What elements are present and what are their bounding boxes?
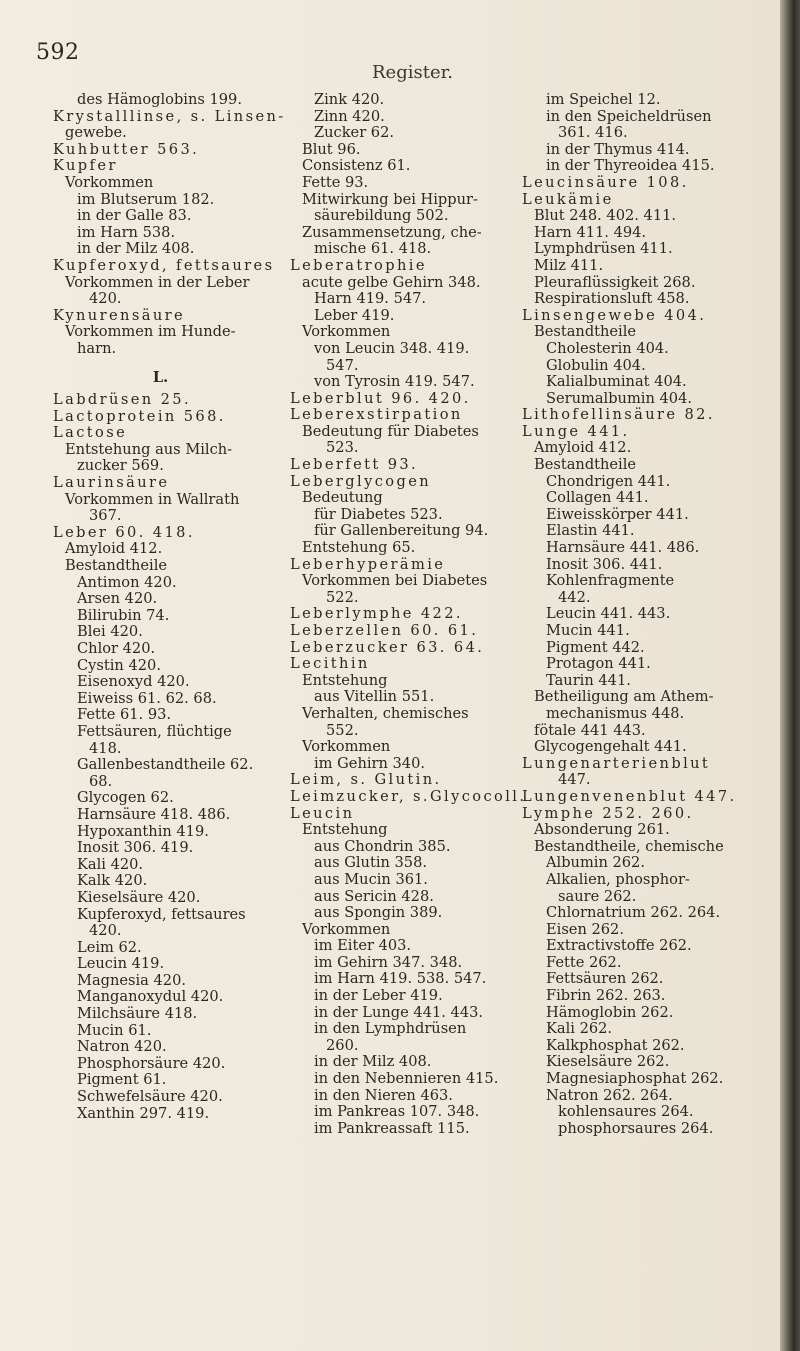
index-entry: saure 262. [558,887,637,905]
index-entry: Leucinsäure 108. [522,173,689,191]
index-entry: Leberzellen 60. 61. [290,622,479,639]
index-entry: aus Vitellin 551. [314,688,435,706]
index-entry: säurebildung 502. [314,207,449,225]
index-entry: Magnesia 420. [77,971,187,989]
index-entry: Extractivstoffe 262. [546,937,692,955]
index-entry: Kupfer [53,157,118,175]
index-entry: in den Nieren 463. [314,1086,453,1104]
index-entry: in der Thymus 414. [546,140,690,158]
index-entry: Blut 96. [302,140,361,158]
index-entry: 447. [558,771,591,789]
index-entry: Verhalten, chemisches [302,704,469,722]
index-entry: Amyloid 412. [65,540,163,558]
index-entry: Lactose [53,424,128,442]
index-entry: Blut 248. 402. 411. [534,207,677,225]
index-entry: Cholesterin 404. [546,339,669,357]
index-entry: Pigment 61. [77,1071,167,1089]
index-entry: in der Thyreoidea 415. [546,157,715,175]
index-entry: Lymphdrüsen 411. [534,240,673,258]
index-entry: Protagon 441. [546,655,651,673]
index-entry: Leberlymphe 422. [290,605,463,623]
index-entry: Consistenz 61. [302,157,411,175]
index-entry: Blei 420. [77,623,143,641]
index-entry: Chlor 420. [77,640,156,657]
index-column-3 [522,92,772,1137]
index-entry: Harnsäure 441. 486. [546,539,700,557]
index-entry: für Diabetes 523. [314,505,443,523]
index-entry: Leucin 441. 443. [546,605,671,623]
index-entry: phosphorsaures 264. [558,1119,714,1137]
index-entry: aus Spongin 389. [314,904,443,922]
index-entry: Harn 411. 494. [534,223,647,241]
index-entry: Mucin 61. [77,1021,152,1039]
index-entry: Globulin 404. [546,356,646,374]
index-entry: Chlornatrium 262. 264. [546,904,721,922]
index-entry: fötale 441 443. [534,721,646,739]
index-entry: Amyloid 412. [534,439,632,457]
index-entry: aus Glutin 358. [314,854,428,872]
index-entry: Kalk 420. [77,872,148,890]
index-entry: Kali 262. [546,1020,613,1038]
index-entry: Kuhbutter 563. [53,140,200,158]
index-entry: Zinn 420. [314,107,385,125]
index-entry: Kalialbuminat 404. [546,373,687,391]
index-entry: in der Leber 419. [314,987,443,1005]
index-entry: Lithofellinsäure 82. [522,406,715,424]
index-entry: Bestandtheile, chemische [534,837,724,855]
index-entry: Fette 262. [546,953,622,971]
index-entry: Lungenvenenblut 447. [522,787,737,805]
index-entry: Vorkommen [302,920,391,938]
index-entry: Bedeutung [302,489,383,507]
index-entry: Vorkommen [65,173,154,191]
index-entry: 420. [89,922,122,940]
index-entry: Glycogengehalt 441. [534,738,687,756]
index-entry: Bestandtheile [534,323,637,341]
index-entry: Zusammensetzung, che- [302,223,482,241]
index-entry: Natron 420. [77,1038,167,1056]
running-title: Register. [372,62,453,83]
index-entry: für Gallenbereitung 94. [314,522,489,540]
index-entry: Leim 62. [77,938,142,956]
index-entry: Milchsäure 418. [77,1005,198,1023]
index-entry: Taurin 441. [546,671,631,689]
index-entry: Vorkommen in Wallrath [65,490,240,508]
index-entry: Fibrin 262. 263. [546,987,666,1005]
index-entry: Vorkommen [302,323,391,341]
index-entry: im Pankreas 107. 348. [314,1103,480,1121]
index-entry: 522. [326,588,359,606]
index-entry: Phosphorsäure 420. [77,1054,226,1072]
index-entry: Leucin [290,804,355,822]
index-entry: Xanthin 297. 419. [77,1104,210,1122]
index-entry: Leberzucker 63. 64. [290,638,485,656]
index-entry: zucker 569. [77,457,164,475]
index-entry: des Hämoglobins 199. [77,91,242,108]
index-entry: Leber 60. 418. [53,523,195,541]
index-entry: Entstehung 65. [302,539,416,557]
index-entry: Absonderung 261. [534,821,670,839]
index-entry: Entstehung [302,821,388,839]
index-entry: Laurinsäure [53,474,170,492]
index-entry: Vorkommen bei Diabetes [302,572,488,590]
index-column-2 [290,91,527,1137]
index-entry: Schwefelsäure 420. [77,1088,223,1106]
index-entry: Fette 93. [302,173,369,191]
index-entry: von Leucin 348. 419. [314,339,470,357]
book-binding-edge [780,0,800,1351]
index-entry: in den Speicheldrüsen [546,107,712,125]
index-entry: 260. [326,1036,359,1054]
index-entry: 361. 416. [558,124,628,142]
section-letter: L. [152,368,169,386]
index-entry: Lungenarterienblut [522,754,711,772]
index-entry: Collagen 441. [546,489,649,507]
index-entry: von Tyrosin 419. 547. [314,373,475,391]
index-entry: in der Lunge 441. 443. [314,1003,484,1021]
index-entry: Entstehung [302,671,388,689]
index-entry: Hypoxanthin 419. [77,822,209,840]
index-entry: Lymphe 252. 260. [522,804,694,822]
index-entry: Leberglycogen [290,472,432,490]
index-entry: 68. [89,772,113,790]
index-entry: Eiweisskörper 441. [546,505,689,523]
index-entry: 523. [326,439,359,457]
index-entry: Kynurensäure [53,306,186,324]
index-entry: Serumalbumin 404. [546,389,692,407]
index-entry: Inosit 306. 419. [77,839,194,857]
index-entry: Leberblut 96. 420. [290,389,471,407]
index-entry: Arsen 420. [77,590,158,608]
index-entry: Leim, s. Glutin. [290,771,442,789]
index-entry: Lactoprotein 568. [53,407,226,425]
index-entry: Elastin 441. [546,522,635,540]
index-entry: Bedeutung für Diabetes [302,422,479,440]
index-entry: Lecithin [290,655,370,673]
index-entry: Manganoxydul 420. [77,988,224,1006]
index-entry: Krystalllinse, s. Linsen- [53,107,286,125]
index-entry: in den Lymphdrüsen [314,1020,467,1038]
index-column-1 [53,91,286,1122]
index-entry: im Blutserum 182. [77,190,215,208]
index-entry: Leberhyperämie [290,555,446,573]
index-entry: Bestandtheile [65,557,168,575]
index-entry: Lunge 441. [522,422,630,440]
index-entry: Pigment 442. [546,638,645,656]
index-entry: in den Nebennieren 415. [314,1070,499,1088]
index-entry: Harnsäure 418. 486. [77,805,231,823]
index-entry: in der Galle 83. [77,207,192,225]
index-entry: Gallenbestandtheile 62. [77,756,254,774]
index-entry: im Harn 538. [77,223,176,241]
index-entry: im Eiter 403. [314,937,412,955]
index-entry: Kupferoxyd, fettsaures [53,256,275,274]
index-entry: in der Milz 408. [314,1053,432,1071]
index-entry: acute gelbe Gehirn 348. [302,273,481,291]
index-entry: 420. [89,290,122,308]
index-entry: Kupferoxyd, fettsaures [77,905,246,923]
index-entry: aus Sericin 428. [314,887,434,905]
index-entry: Chondrigen 441. [546,472,671,490]
index-entry: Betheiligung am Athem- [534,688,714,706]
index-entry: Zucker 62. [314,124,395,142]
index-entry: Natron 262. 264. [546,1086,673,1104]
index-entry: Respirationsluft 458. [534,290,690,308]
index-entry: Leucin 419. [77,955,165,973]
index-entry: 552. [326,721,359,739]
index-entry: Fettsäuren 262. [546,970,664,988]
index-entry: Magnesiaphosphat 262. [546,1070,724,1088]
index-entry: Eisen 262. [546,920,624,938]
index-entry: harn. [77,339,117,357]
index-entry: Leimzucker, s.Glycocoll. [290,787,527,805]
index-entry: Leberatrophie [290,256,427,274]
index-entry: mische 61. 418. [314,240,432,258]
index-entry: in der Milz 408. [77,240,195,258]
index-entry: Fette 61. 93. [77,706,172,724]
index-entry: kohlensaures 264. [558,1103,694,1121]
index-entry: Alkalien, phosphor- [546,870,690,888]
index-entry: Leukämie [522,190,614,208]
index-entry: Albumin 262. [546,854,645,872]
index-entry: Bestandtheile [534,456,637,474]
index-entry: Milz 411. [534,256,604,274]
index-entry: Vorkommen im Hunde- [65,323,236,341]
index-entry: Harn 419. 547. [314,290,427,308]
index-entry: Zink 420. [314,91,385,108]
index-entry: aus Mucin 361. [314,870,428,888]
index-entry: Hämoglobin 262. [546,1003,674,1021]
index-entry: Kohlenfragmente [546,572,675,590]
index-entry: Vorkommen [302,738,391,756]
index-entry: Eiweiss 61. 62. 68. [77,689,217,707]
index-entry: im Pankreassaft 115. [314,1119,470,1137]
index-entry: Cystin 420. [77,656,161,674]
index-entry: Bilirubin 74. [77,606,170,624]
index-entry: Kieselsäure 262. [546,1053,670,1071]
page-number: 592 [36,40,80,65]
index-entry: Kieselsäure 420. [77,888,201,906]
index-entry: im Harn 419. 538. 547. [314,970,487,988]
index-entry: mechanismus 448. [546,704,685,722]
index-entry: im Speichel 12. [546,91,661,108]
index-entry: 442. [558,588,591,606]
index-entry: 547. [326,356,359,374]
index-entry: im Gehirn 340. [314,754,426,772]
index-entry: im Gehirn 347. 348. [314,953,463,971]
index-entry: Linsengewebe 404. [522,306,707,324]
index-entry: Pleuraflüssigkeit 268. [534,273,696,291]
index-entry: aus Chondrin 385. [314,837,451,855]
index-entry: Leber 419. [314,306,395,324]
index-entry: 367. [89,507,122,525]
index-entry: Leberfett 93. [290,456,419,474]
index-entry: Inosit 306. 441. [546,555,663,573]
index-entry: Fettsäuren, flüchtige [77,722,232,740]
index-entry: Leberexstirpation [290,406,463,424]
index-entry: Antimon 420. [77,573,177,591]
index-entry: Labdrüsen 25. [53,391,192,409]
index-entry: 418. [89,739,122,757]
index-entry: Eisenoxyd 420. [77,673,190,691]
index-entry: Kali 420. [77,855,144,873]
index-entry: Mucin 441. [546,622,630,639]
index-entry: Kalkphosphat 262. [546,1036,685,1054]
index-entry: Entstehung aus Milch- [65,440,233,458]
index-entry: Vorkommen in der Leber [65,273,250,291]
index-entry: Glycogen 62. [77,789,174,807]
index-entry: Mitwirkung bei Hippur- [302,190,478,208]
index-entry: gewebe. [65,124,127,142]
